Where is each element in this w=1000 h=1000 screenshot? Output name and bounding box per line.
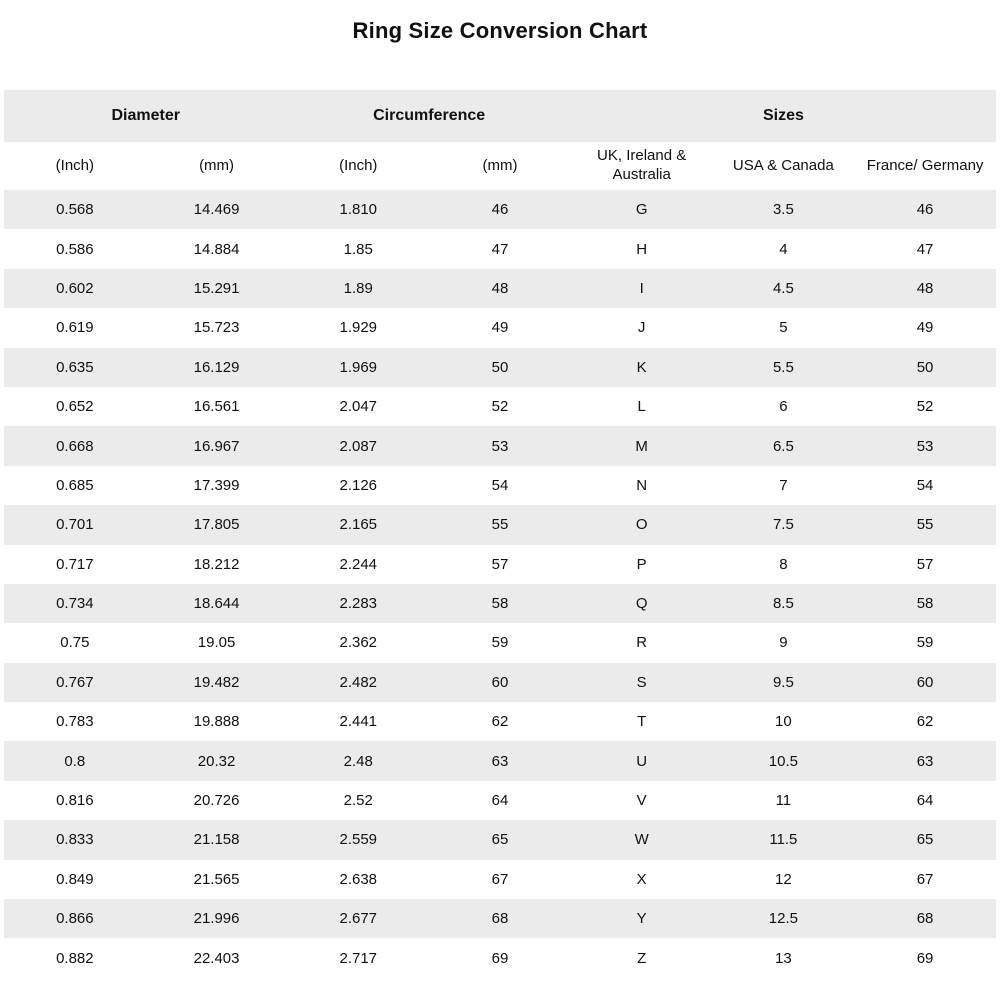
ring-size-table [4, 90, 996, 978]
table-cell: X [636, 870, 647, 888]
table-cell: 68 [916, 910, 934, 928]
table-cell: Y [636, 910, 647, 928]
table-cell: 62 [491, 713, 509, 731]
table-cell: 0.8 [64, 752, 86, 770]
table-cell: 9 [779, 634, 788, 652]
table-cell: 3.5 [772, 201, 794, 219]
column-header: USA & Canada [732, 156, 834, 174]
table-cell: 49 [491, 319, 509, 337]
table-cell: 48 [916, 279, 934, 297]
table-row [4, 623, 996, 662]
table-row [4, 781, 996, 820]
group-header-diameter: Diameter [111, 107, 180, 124]
table-cell: 1.85 [343, 240, 373, 258]
table-cell: K [636, 358, 647, 376]
table-cell: 63 [491, 752, 509, 770]
table-cell: 7 [779, 476, 788, 494]
table-cell: G [635, 201, 648, 219]
table-cell: 0.701 [56, 516, 94, 534]
table-cell: 0.849 [56, 870, 94, 888]
table-cell: 18.212 [193, 555, 240, 573]
table-cell: 2.165 [339, 516, 378, 534]
table-cell: 10 [775, 713, 792, 731]
table-cell: 60 [491, 673, 509, 691]
table-cell: 46 [491, 201, 509, 219]
table-cell: 12.5 [768, 910, 798, 928]
table-cell: H [636, 240, 648, 258]
table-cell: 0.717 [56, 555, 94, 573]
table-group-header-row [4, 90, 996, 142]
group-header-sizes: Sizes [762, 107, 804, 124]
table-cell: 2.283 [339, 595, 378, 613]
table-cell: M [635, 437, 648, 455]
table-cell: 64 [491, 792, 509, 810]
table-row [4, 426, 996, 465]
table-cell: 2.52 [343, 792, 373, 810]
table-cell: 68 [491, 910, 509, 928]
table-cell: 17.805 [193, 516, 240, 534]
table-cell: 15.291 [193, 279, 240, 297]
table-cell: 0.685 [56, 476, 94, 494]
table-cell: 14.884 [193, 240, 240, 258]
column-header: (mm) [482, 156, 518, 174]
table-cell: 19.482 [193, 673, 240, 691]
table-row [4, 860, 996, 899]
table-cell: 19.888 [193, 713, 240, 731]
table-cell: 57 [916, 555, 934, 573]
table-row [4, 466, 996, 505]
table-cell: 47 [916, 240, 934, 258]
table-cell: 2.48 [343, 752, 373, 770]
table-cell: 54 [491, 476, 509, 494]
table-row [4, 741, 996, 780]
table-cell: 64 [916, 792, 934, 810]
table-cell: 11.5 [769, 831, 798, 849]
table-cell: 65 [491, 831, 509, 849]
table-body [4, 190, 996, 978]
table-cell: 49 [916, 319, 934, 337]
table-row [4, 545, 996, 584]
table-cell: 2.047 [339, 398, 378, 416]
table-cell: 20.726 [193, 792, 240, 810]
table-row [4, 584, 996, 623]
table-cell: 2.244 [339, 555, 378, 573]
table-cell: 46 [916, 201, 934, 219]
table-cell: 15.723 [193, 319, 240, 337]
table-row [4, 229, 996, 268]
table-cell: 5 [779, 319, 788, 337]
table-cell: 65 [916, 831, 934, 849]
table-cell: Q [635, 595, 648, 613]
table-cell: 17.399 [193, 476, 240, 494]
table-cell: 16.967 [193, 437, 240, 455]
table-cell: 53 [491, 437, 509, 455]
table-row [4, 348, 996, 387]
table-cell: 1.929 [339, 319, 378, 337]
table-cell: 16.129 [193, 358, 240, 376]
table-cell: 52 [491, 398, 509, 416]
table-cell: 47 [491, 240, 509, 258]
column-header: France/ Germany [866, 156, 984, 174]
table-cell: 62 [916, 713, 934, 731]
table-row [4, 269, 996, 308]
table-cell: 0.783 [56, 713, 94, 731]
table-cell: 0.602 [56, 279, 94, 297]
table-cell: 6.5 [772, 437, 794, 455]
table-cell: 59 [491, 634, 509, 652]
table-cell: 0.833 [56, 831, 94, 849]
table-cell: 69 [916, 949, 934, 967]
table-cell: 0.816 [56, 792, 94, 810]
column-header: (mm) [199, 156, 235, 174]
table-cell: O [635, 516, 648, 534]
table-cell: 1.969 [339, 358, 378, 376]
table-cell: 21.158 [193, 831, 240, 849]
table-row [4, 820, 996, 859]
column-header: (Inch) [55, 156, 95, 174]
table-cell: 1.810 [339, 201, 378, 219]
table-cell: 67 [916, 870, 934, 888]
table-cell: 59 [916, 634, 934, 652]
table-cell: 2.087 [339, 437, 378, 455]
table-cell: 1.89 [343, 279, 373, 297]
table-cell: 0.734 [56, 595, 94, 613]
table-cell: 10.5 [768, 752, 798, 770]
column-header: (Inch) [339, 156, 378, 174]
table-cell: 50 [491, 358, 509, 376]
table-cell: R [636, 634, 648, 652]
table-cell: 63 [916, 752, 934, 770]
table-cell: L [637, 398, 646, 416]
table-cell: 58 [491, 595, 509, 613]
table-cell: 69 [491, 949, 509, 967]
table-cell: 2.559 [339, 831, 378, 849]
table-row [4, 387, 996, 426]
group-header-circumference: Circumference [373, 107, 486, 124]
table-cell: 0.652 [56, 398, 94, 416]
table-cell: 55 [491, 516, 509, 534]
table-cell: U [636, 752, 648, 770]
table-column-header-row [4, 142, 996, 190]
table-cell: 0.568 [56, 201, 94, 219]
table-cell: 5.5 [772, 358, 794, 376]
table-cell: 14.469 [193, 201, 240, 219]
table-cell: 4 [779, 240, 788, 258]
table-cell: Z [637, 949, 647, 967]
table-cell: 0.767 [56, 673, 94, 691]
table-cell: 18.644 [193, 595, 240, 613]
table-cell: P [636, 555, 647, 573]
table-cell: 22.403 [193, 949, 240, 967]
table-cell: 16.561 [193, 398, 240, 416]
table-row [4, 190, 996, 229]
table-cell: 52 [916, 398, 934, 416]
table-cell: 2.717 [339, 949, 378, 967]
table-cell: 19.05 [197, 634, 236, 652]
table-cell: 54 [916, 476, 934, 494]
table-cell: 0.866 [56, 910, 94, 928]
table-cell: 0.619 [56, 319, 94, 337]
table-cell: 7.5 [772, 516, 794, 534]
table-cell: 12 [775, 870, 792, 888]
table-cell: 50 [916, 358, 934, 376]
table-row [4, 505, 996, 544]
table-cell: 13 [775, 949, 792, 967]
table-cell: 0.635 [56, 358, 94, 376]
table-cell: 67 [491, 870, 509, 888]
table-cell: 55 [916, 516, 934, 534]
table-cell: 2.362 [339, 634, 378, 652]
table-cell: 20.32 [197, 752, 236, 770]
table-row [4, 308, 996, 347]
table-cell: 0.882 [56, 949, 94, 967]
table-cell: 8.5 [772, 595, 794, 613]
table-cell: V [636, 792, 647, 810]
table-cell: 11 [775, 792, 792, 810]
table-cell: 60 [916, 673, 934, 691]
table-cell: 6 [779, 398, 788, 416]
table-cell: S [636, 673, 647, 691]
table-cell: I [639, 279, 644, 297]
table-row [4, 899, 996, 938]
table-cell: 0.668 [56, 437, 94, 455]
table-cell: N [636, 476, 648, 494]
table-cell: 2.638 [339, 870, 378, 888]
table-cell: 2.677 [339, 910, 378, 928]
table-cell: T [637, 713, 647, 731]
table-cell: 21.565 [193, 870, 240, 888]
table-cell: 57 [491, 555, 509, 573]
table-cell: 53 [916, 437, 934, 455]
table-cell: J [637, 319, 646, 337]
table-cell: 4.5 [772, 279, 794, 297]
table-row [4, 702, 996, 741]
table-row [4, 663, 996, 702]
table-cell: 2.126 [339, 476, 378, 494]
page-title: Ring Size Conversion Chart [352, 18, 648, 43]
table-cell: 8 [779, 555, 788, 573]
table-cell: 2.482 [339, 673, 378, 691]
table-cell: 0.586 [56, 240, 94, 258]
table-cell: 21.996 [193, 910, 240, 928]
table-cell: 2.441 [339, 713, 378, 731]
table-cell: 9.5 [772, 673, 794, 691]
table-cell: 48 [491, 279, 509, 297]
table-cell: W [634, 831, 649, 849]
table-cell: 58 [916, 595, 934, 613]
column-header: UK, Ireland & Australia [597, 147, 687, 183]
table-row [4, 938, 996, 977]
table-cell: 0.75 [60, 634, 90, 652]
